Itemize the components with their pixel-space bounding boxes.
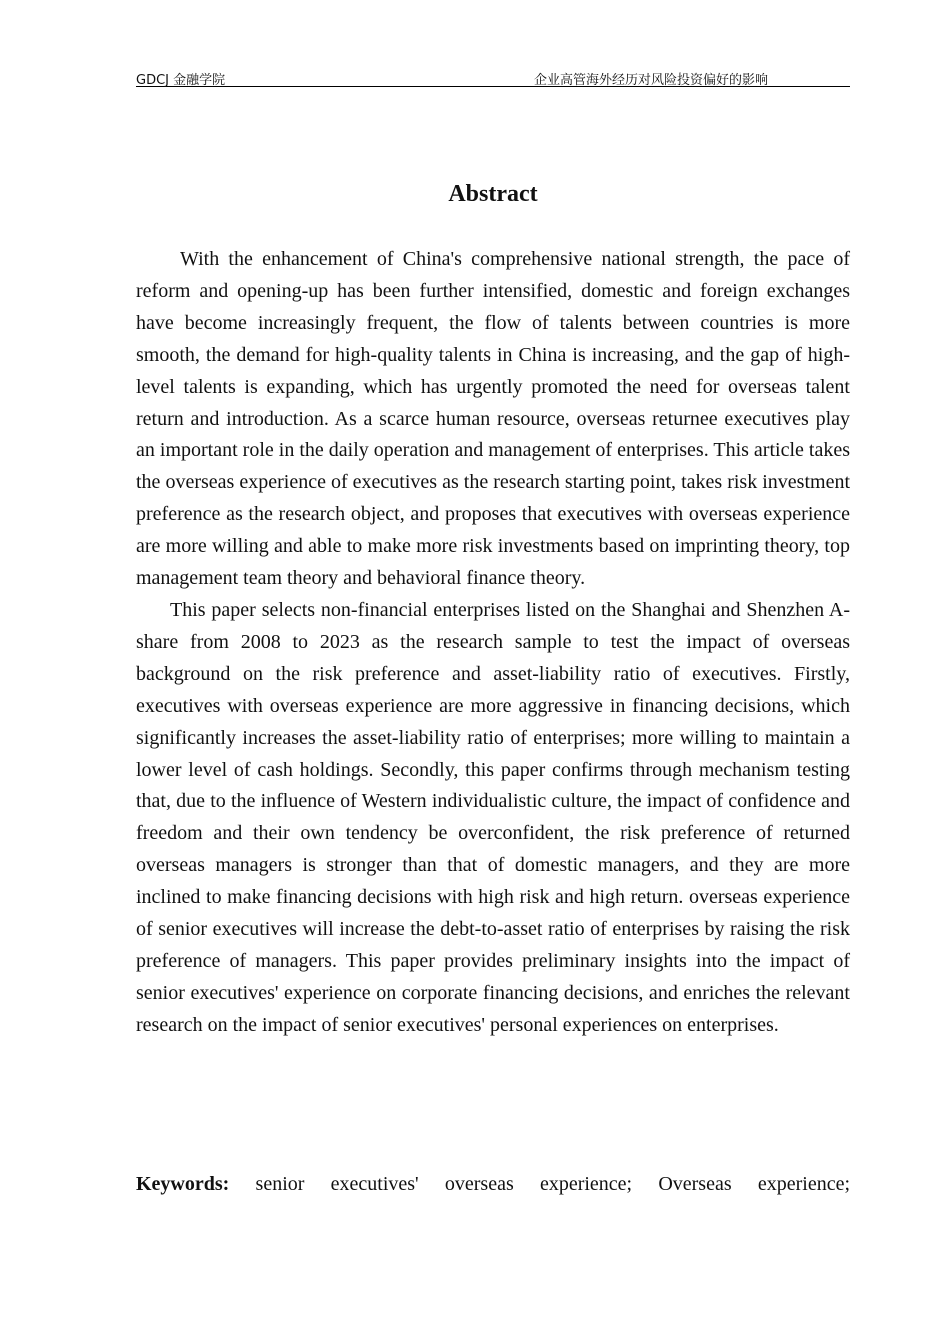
abstract-body [136,244,850,1042]
abstract-paragraph-1: With the enhancement of China's comprehensive national strength, the pace of reform and opening-up has been further intensified, domestic and foreign exchanges have become increasingly frequent, the flow of talents between countries is more smooth, the demand for high-quality talents in China is increasing, and the gap of high-level talents is expanding, which has urgently promoted the need for overseas talent return and introduction. As a scarce human resource, overseas returnee executives play an important role in the daily operation and management of enterprises. This article takes the overseas experience of executives as the research starting point, takes risk investment preference as the research object, and proposes that executives with overseas experience are more willing and able to make more risk investments based on imprinting theory, top management team theory and behavioral finance theory. [136,248,850,590]
page-header [136,66,850,87]
header-thesis-title: 企业高管海外经历对风险投资偏好的影响 [534,73,769,88]
abstract-paragraph-2: This paper selects non-financial enterprises listed on the Shanghai and Shenzhen A-share from 2008 to 2023 as the research sample to test the impact of overseas background on the risk preference and asset-liability ratio of executives. Firstly, executives with overseas experience are more aggressive in financing decisions, which significantly increases the asset-liability ratio of enterprises; more willing to maintain a lower level of cash holdings. Secondly, this paper confirms through mechanism testing that, due to the influence of Western individualistic culture, the impact of confidence and freedom and their own tendency be overconfident, the risk preference of returned overseas managers is stronger than that of domestic managers, and they are more inclined to make financing decisions with high risk and high return. overseas experience of senior executives will increase the debt-to-asset ratio of enterprises by raising the risk preference of managers. This paper provides preliminary insights into the impact of senior executives' experience on corporate financing decisions, and enriches the relevant research on the impact of senior executives' personal experiences on enterprises. [136,598,850,1036]
keywords-line [136,1169,850,1201]
keywords-text: senior executives' overseas experience; Overseas experience; [255,1173,850,1195]
keywords-label: Keywords: [136,1173,230,1195]
header-institution: GDCJ 金融学院 [136,73,226,88]
abstract-title: Abstract [448,181,538,207]
